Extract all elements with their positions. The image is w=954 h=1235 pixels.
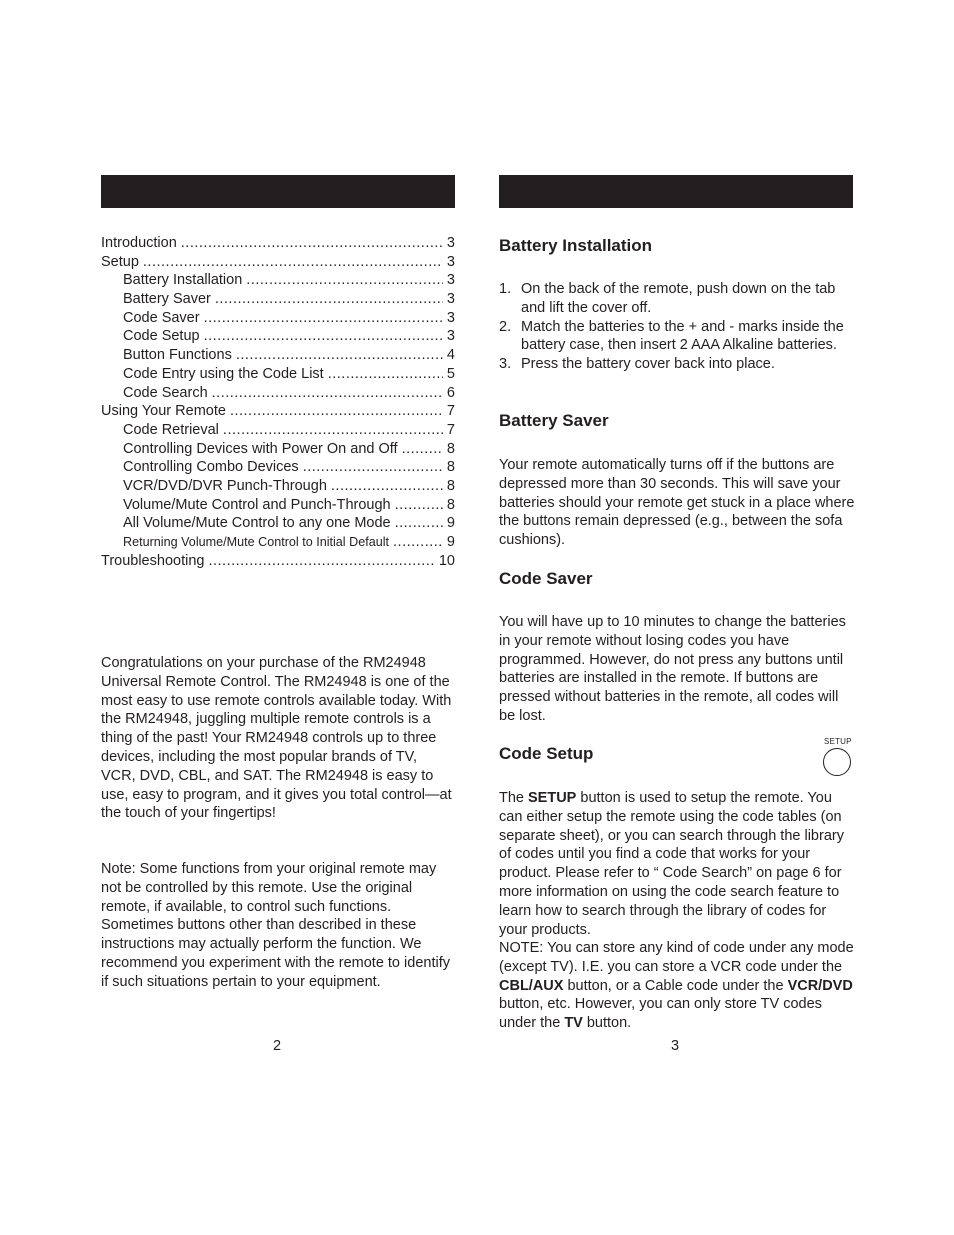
cbl-aux-bold: CBL/AUX [499,977,564,994]
toc-entry [101,234,455,253]
toc-dot-leader [208,552,434,571]
step-number: 3. [499,356,512,373]
toc-dot-leader [223,421,443,440]
battery-installation-heading: Battery Installation [499,236,653,255]
setup-circle-icon [823,748,851,776]
step-text: Press the battery cover back into place. [521,356,775,373]
toc-entry-page: 7 [446,421,455,438]
toc-dot-leader [230,402,443,421]
note-c: button, or a Cable code under the [563,977,788,994]
toc-dot-leader [212,384,443,403]
step-text: Match the batteries to the + and - marks inside the battery case, then insert 2 AAA Alkaline batteries. [521,318,844,354]
toc-dot-leader [181,234,443,253]
setup-text-prefix: The [499,790,529,806]
code-saver-heading: Code Saver [499,569,593,588]
toc-entry [101,440,455,459]
toc-entry-page: 3 [446,272,455,289]
toc-entry-page: 3 [446,328,455,345]
toc-entry [101,309,455,328]
battery-saver-heading: Battery Saver [499,411,609,430]
code-setup-note [499,939,855,1033]
toc-dot-leader [215,290,443,309]
battery-saver-text: Your remote automatically turns off if the buttons are depressed more than 30 seconds. This will save your batteries should your remote get stuck in a place where the buttons remain depressed (e.g., between the sofa cushions). [499,457,855,549]
toc-entry-label: Introduction [101,235,177,251]
toc-entry-label: VCR/DVD/DVR Punch-Through [123,477,327,494]
toc-entry [101,533,455,552]
toc-entry-label: Code Retrieval [123,421,219,438]
toc-entry [101,384,455,403]
page-number-left: 2 [273,1038,282,1054]
toc-entry-label: Using Your Remote [101,403,226,420]
toc-dot-leader [303,458,443,477]
note-g: button. [582,1015,632,1032]
step-number: 1. [499,281,512,297]
toc-entry-page: 5 [446,365,455,382]
battery-step [499,355,855,374]
step-text: On the back of the remote, push down on the tab and lift the cover off. [521,281,836,316]
toc-entry [101,253,455,272]
code-setup-text [499,789,855,939]
toc-dot-leader [204,309,443,328]
toc-dot-leader [246,271,443,290]
toc-entry-page: 9 [446,534,455,550]
toc-entry-label: Volume/Mute Control and Punch-Through [123,496,391,513]
toc-entry-page: 3 [446,235,455,251]
setup-icon-label: SETUP [824,737,852,746]
section-header-bar-right [499,175,853,208]
toc-entry [101,421,455,440]
toc-entry-page: 8 [446,459,455,476]
toc-entry-page: 8 [446,496,455,513]
toc-entry [101,458,455,477]
toc-entry-page: 9 [446,515,455,532]
toc-entry [101,327,455,346]
toc-dot-leader [395,496,443,515]
setup-button-icon [822,737,852,777]
toc-entry-label: Button Functions [123,347,232,364]
vcr-dvd-bold: VCR/DVD [787,977,853,994]
toc-dot-leader [402,440,443,459]
toc-entry [101,346,455,365]
toc-entry [101,514,455,533]
toc-entry-label: Code Entry using the Code List [123,365,324,382]
toc-entry [101,271,455,290]
toc-dot-leader [204,327,443,346]
toc-entry [101,365,455,384]
code-saver-text: You will have up to 10 minutes to change the batteries in your remote without losing codes you have programmed. However, do not press any buttons until batteries are installed in the remote. If buttons are pressed without batteries in the remote, all codes will be lost. [499,614,846,724]
section-header-bar-left [101,175,455,208]
toc-entry-label: Returning Volume/Mute Control to Initial Default [123,535,390,549]
toc-dot-leader [143,253,443,272]
battery-installation-steps [499,280,855,374]
note-paragraph [101,860,457,992]
toc-entry [101,290,455,309]
introduction-paragraph [101,654,455,823]
toc-entry-page: 8 [446,440,455,457]
toc-dot-leader [395,514,443,533]
toc-entry-label: Code Saver [123,309,200,326]
toc-entry-page: 3 [446,253,455,270]
toc-entry-label: Code Search [123,384,208,401]
toc-entry [101,496,455,515]
toc-entry-label: Setup [101,253,139,270]
table-of-contents [101,234,455,570]
toc-entry-page: 6 [446,384,455,401]
toc-entry-page: 3 [446,291,455,308]
toc-dot-leader [328,365,443,384]
toc-entry-page: 3 [446,309,455,326]
toc-entry-label: All Volume/Mute Control to any one Mode [123,515,391,532]
setup-text-rest: button is used to setup the remote. You can either setup the remote using the code tables (on separate sheet), or you can search through the library of codes until you find a code that works for your product. Please refer to “ Code Search” on page 6 for more information on using the code search feature to learn how to search through the library of codes for your products. [499,790,844,938]
toc-entry [101,552,455,571]
code-setup-heading: Code Setup [499,744,594,763]
toc-entry-label: Battery Installation [123,272,243,289]
toc-entry-label: Battery Saver [123,291,211,308]
toc-dot-leader [393,533,443,552]
toc-entry-page: 7 [446,403,455,420]
toc-entry-label: Controlling Combo Devices [123,459,299,476]
page-number-right: 3 [671,1038,680,1054]
tv-bold: TV [564,1015,583,1032]
toc-dot-leader [331,477,443,496]
step-number: 2. [499,318,512,335]
toc-entry [101,477,455,496]
intro-text: Congratulations on your purchase of the RM24948 Universal Remote Control. The RM24948 is one of the most easy to use remote controls available today. With the RM24948, juggling multiple remote controls is a thing of the past! Your RM24948 controls up to three devices, including the most popular brands of TV, VCR, DVD, CBL, and SAT. The RM24948 is easy to use, easy to program, and it gives you total control—at the touch of your fingertips! [101,655,452,822]
toc-entry-label: Code Setup [123,328,200,345]
toc-entry [101,402,455,421]
note-e: button, etc. However, you can only store TV codes under the [499,996,822,1032]
setup-bold: SETUP [528,790,577,806]
toc-entry-page: 8 [446,477,455,494]
toc-entry-page: 10 [438,552,455,569]
battery-step [499,280,855,318]
note-text: Note: Some functions from your original remote may not be controlled by this remote. Use the original remote, if available, to control such functions. Sometimes buttons other than described in these instructions may actually perform the function. We recommend you experiment with the remote to identify if such situations pertain to your equipment. [101,861,450,990]
toc-entry-page: 4 [446,347,455,364]
toc-dot-leader [236,346,443,365]
note-a: NOTE: You can store any kind of code under any mode (except TV). I.E. you can store a VCR code under the [499,940,854,975]
toc-entry-label: Troubleshooting [101,552,205,569]
toc-entry-label: Controlling Devices with Power On and Off [123,440,398,457]
battery-step [499,318,855,356]
